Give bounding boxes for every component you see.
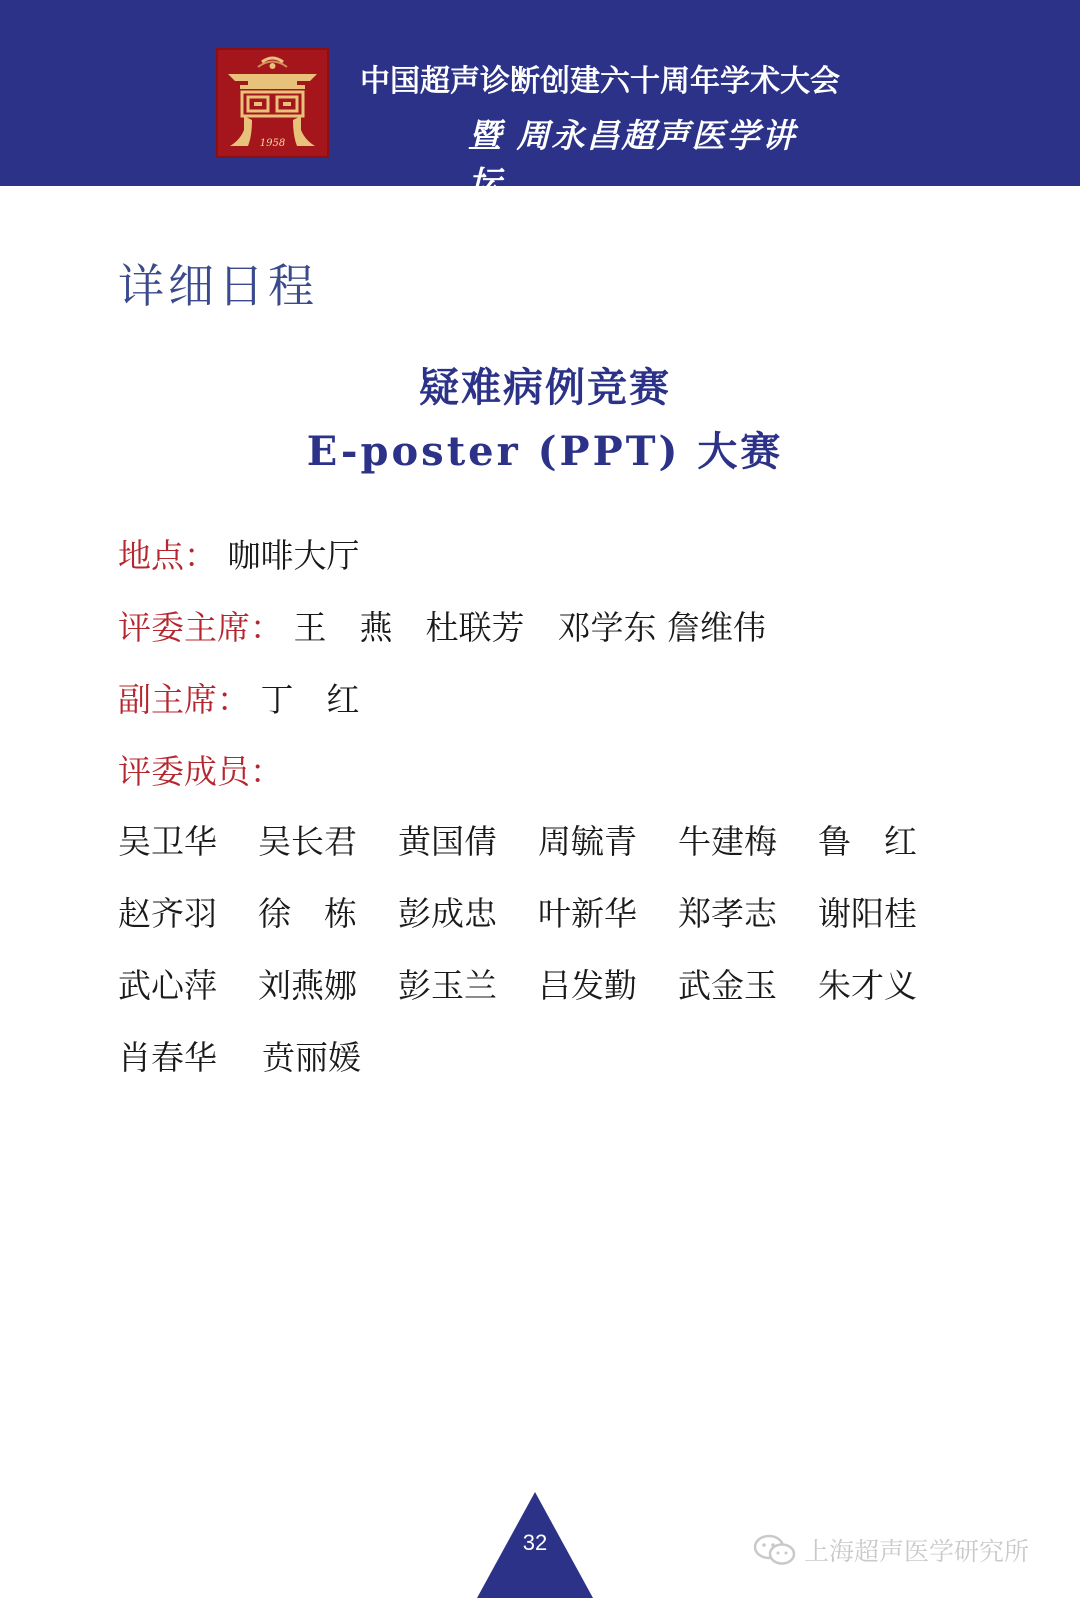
member-row [118,1032,958,1104]
members-label: 评委成员： [118,752,283,791]
conference-subtitle: 暨 周永昌超声医学讲坛 [468,116,797,202]
section-title: 详细日程 [118,259,318,313]
member-name: 吴长君 [258,822,357,861]
members-line [118,746,283,793]
conference-logo [216,48,329,158]
member-name: 周毓青 [538,822,637,861]
venue-value: 咖啡大厅 [227,536,360,575]
vice-chair-value: 丁 红 [260,680,360,719]
member-row [118,888,958,960]
member-name: 叶新华 [538,894,637,933]
member-name: 赵齐羽 [118,894,217,933]
member-name: 武心萍 [118,966,217,1005]
vice-chair-line [118,674,360,721]
member-name: 彭成忠 [398,894,497,933]
member-name: 徐 栋 [258,894,357,933]
chairs-label: 评委主席： [118,608,283,647]
member-row [118,816,958,888]
member-name: 刘燕娜 [258,966,357,1005]
member-name: 彭玉兰 [398,966,497,1005]
member-name: 牛建梅 [678,822,777,861]
venue-label: 地点： [118,536,217,575]
chairs-line [118,602,766,649]
member-name: 黄国倩 [398,822,497,861]
member-name: 郑孝志 [678,894,777,933]
vice-chair-label: 副主席： [118,680,250,719]
event-title: 疑难病例竞赛 [419,364,671,411]
event-subtitle: E-poster (PPT) 大赛 [306,428,784,475]
watermark-text: 上海超声医学研究所 [804,1537,1030,1566]
header-band [0,0,1080,202]
member-row [118,960,958,1032]
member-name: 武金玉 [678,966,777,1005]
wechat-icon [752,1534,798,1566]
member-name: 朱才义 [818,966,917,1005]
member-name: 鲁 红 [818,822,917,861]
member-name: 谢阳桂 [818,894,917,933]
member-name: 吴卫华 [118,822,217,861]
chairs-value: 王 燕 杜联芳 邓学东 詹维伟 [293,608,766,647]
page-number: 32 [522,1530,548,1555]
venue-line [118,530,360,577]
watermark [752,1532,1029,1568]
member-name: 贲丽媛 [262,1038,361,1077]
member-name: 吕发勤 [538,966,637,1005]
logo-year: 1958 [259,138,286,149]
conference-title: 中国超声诊断创建六十周年学术大会 [360,64,840,99]
members-list [118,816,958,1104]
member-name: 肖春华 [118,1038,217,1077]
